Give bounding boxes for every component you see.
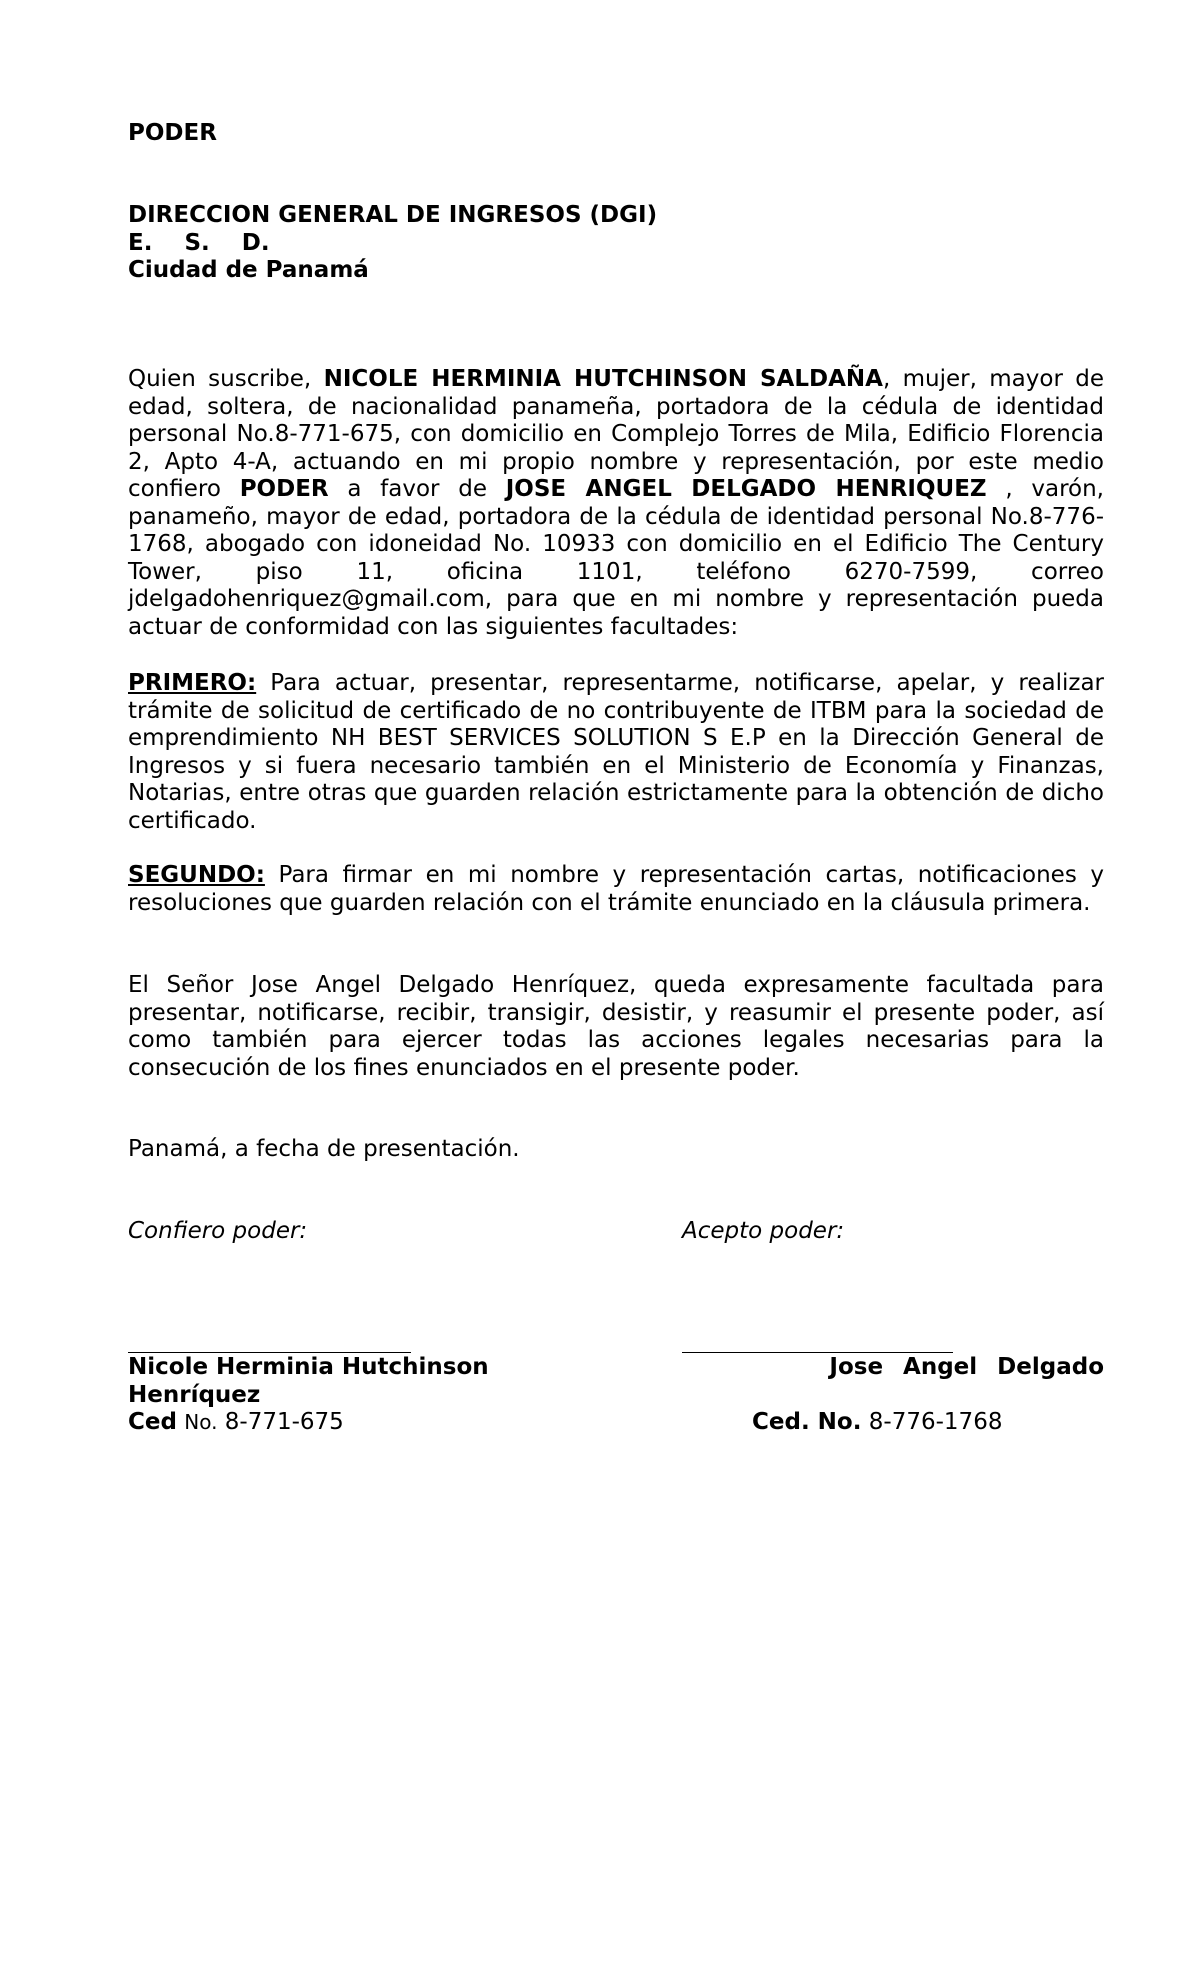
attorney-signature-line	[682, 1352, 953, 1353]
clause-segundo	[128, 862, 1104, 917]
recipient-address	[128, 202, 1104, 285]
attorney-id	[752, 1409, 1112, 1437]
address-line-1: DIRECCION GENERAL DE INGRESOS (DGI)	[128, 202, 658, 228]
address-line-3: Ciudad de Panamá	[128, 257, 369, 283]
grantor-name: NICOLE HERMINIA HUTCHINSON SALDAÑA	[323, 366, 883, 392]
grantor-id-label: Ced	[128, 1409, 177, 1435]
clause-segundo-text: Para firmar en mi nombre y representación cartas, notificaciones y resoluciones que guarden relación con el trámite enunciado en la cláusula primera.	[128, 862, 1104, 916]
attorney-signature-name: Jose Angel Delgado	[829, 1354, 1104, 1380]
poder-word: PODER	[239, 476, 329, 502]
attorney-caption: Acepto poder:	[682, 1218, 845, 1244]
closing-line: Panamá, a fecha de presentación.	[128, 1136, 520, 1162]
grantor-id-value: 8-771-675	[217, 1409, 344, 1435]
attorney-name: JOSE ANGEL DELGADO HENRIQUEZ	[505, 476, 987, 502]
clause-primero-text: Para actuar, presentar, representarme, notificarse, apelar, y realizar trámite de solicitud de certificado de no contribuyente de ITBM para la sociedad de emprendimiento NH BEST SERVICES SOLUTION S E.P en la Dirección General de Ingresos y si fuera necesario también en el Ministerio de Economía y Finanzas, Notarias, entre otras que guarden relación estrictamente para la obtención de dicho certificado.	[128, 670, 1104, 834]
intro-text-3: a favor de	[328, 476, 506, 502]
grantor-id	[128, 1409, 528, 1437]
faculties-paragraph: El Señor Jose Angel Delgado Henríquez, queda expresamente facultada para presentar, notificarse, recibir, transigir, desistir, y reasumir el presente poder, así como también para ejercer todas las acciones legales necesarias para la consecución de los fines enunciados en el presente poder.	[128, 972, 1104, 1081]
clause-segundo-label: SEGUNDO:	[128, 862, 265, 888]
grantor-signature-name: Nicole Herminia Hutchinson Henríquez	[128, 1354, 489, 1408]
grantor-caption: Confiero poder:	[128, 1218, 308, 1244]
intro-text-2: , mujer, mayor de edad, soltera, de nacionalidad panameña, portadora de la cédula de identidad personal No.8-771-675, con domicilio en Complejo Torres de Mila, Edificio Florencia 2, Apto 4-A, actuando en mi propio nombre y representación, por este medio confiero	[128, 366, 1105, 502]
attorney-id-value: 8-776-1768	[861, 1409, 1003, 1435]
clause-primero-label: PRIMERO:	[128, 670, 257, 696]
grantor-id-no: No.	[184, 1410, 218, 1434]
attorney-id-label: Ced. No.	[752, 1409, 862, 1435]
document-title: PODER	[128, 120, 217, 146]
intro-text-4: , varón, panameño, mayor de edad, portadora de la cédula de identidad personal No.8-776-1768, abogado con idoneidad No. 10933 con domicilio en el Edificio The Century Tower, piso 11, oficina 1101, teléfono 6270-7599, correo jdelgadohenriquez@gmail.com, para que en mi nombre y representación pueda actuar de conformidad con las siguientes facultades:	[128, 476, 1104, 640]
intro-text-1: Quien suscribe,	[128, 366, 324, 392]
address-line-2: E. S. D.	[128, 229, 270, 256]
intro-paragraph	[128, 366, 1104, 641]
grantor-signature-line	[128, 1352, 411, 1353]
clause-primero	[128, 670, 1104, 835]
